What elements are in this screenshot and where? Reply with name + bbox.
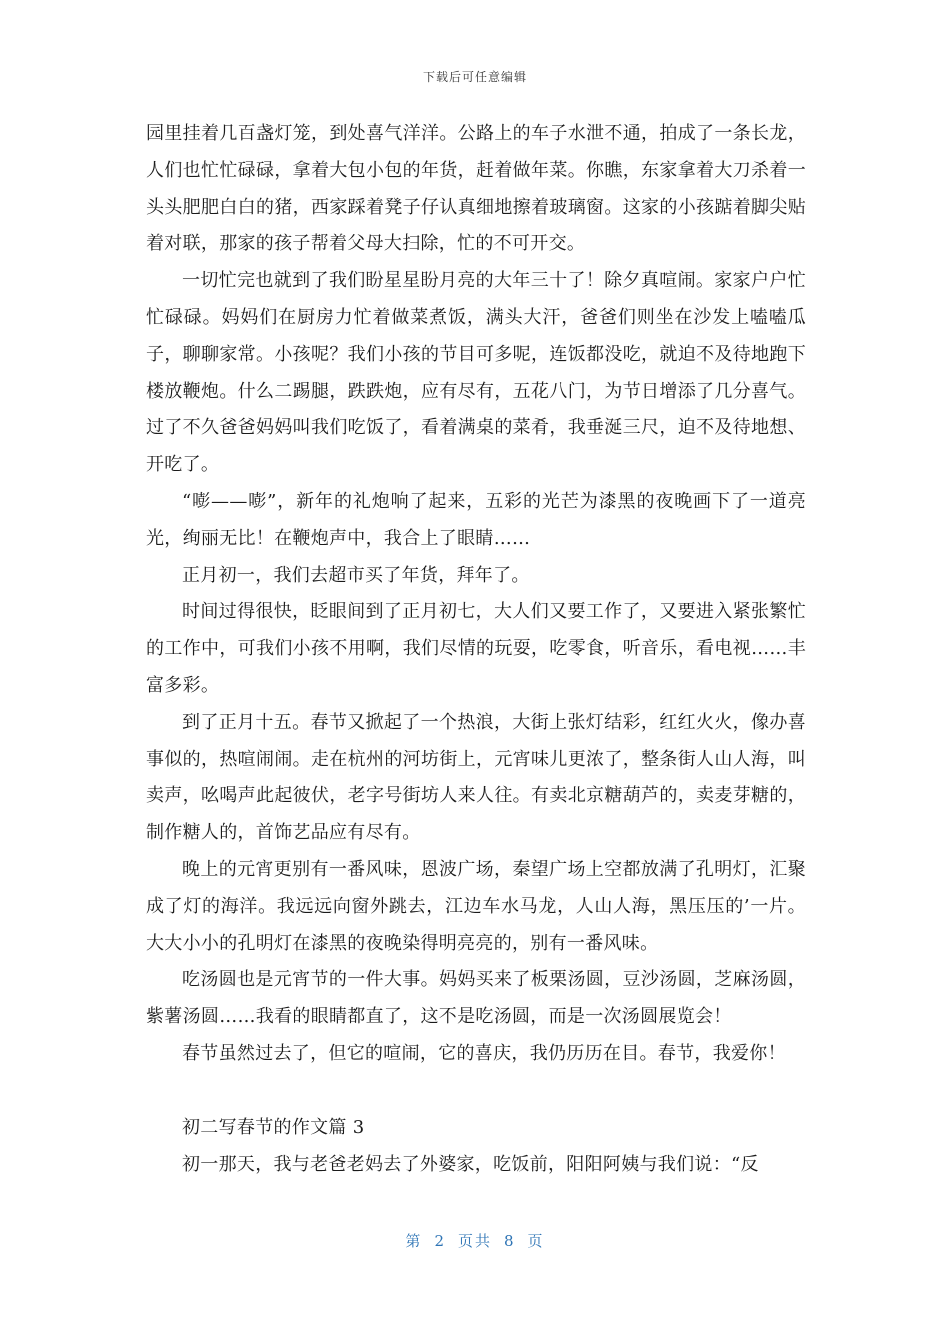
footer-total-pages: 8 [504,1232,516,1250]
page-footer [0,1230,950,1251]
footer-current-page: 2 [434,1232,446,1250]
paragraph-6: 到了正月十五。春节又掀起了一个热浪，大街上张灯结彩，红红火火，像办喜事似的，热喧闹闹。走在杭州的河坊街上，元宵味儿更浓了，整条街人山人海，叫卖声，吆喝声此起彼伏，老字号街坊人来人往。有卖北京糖葫芦的，卖麦芽糖的，制作糖人的，首饰艺品应有尽有。 [146,711,806,844]
paragraph-8: 吃汤圆也是元宵节的一件大事。妈妈买来了板栗汤圆，豆沙汤圆，芝麻汤圆，紫薯汤圆……我看的眼睛都直了，这不是吃汤圆，而是一次汤圆展览会！ [146,969,806,1028]
paragraph-1: 园里挂着几百盏灯笼，到处喜气洋洋。公路上的车子水泄不通，拍成了一条长龙，人们也忙忙碌碌，拿着大包小包的年货，赶着做年菜。你瞧，东家拿着大刀杀着一头头肥肥白白的猪，西家踩着凳子仔认真细地擦着玻璃窗。这家的小孩踮着脚尖贴着对联，那家的孩子帮着父母大扫除，忙的不可开交。 [146,123,806,255]
section-title: 初二写春节的作文篇 3 [182,1116,365,1138]
document-body [146,116,806,1183]
footer-suffix: 页 [527,1232,545,1250]
paragraph-4: 正月初一，我们去超市买了年货，拜年了。 [182,564,530,586]
section-spacer [146,1073,806,1110]
footer-middle: 页共 [457,1232,492,1250]
paragraph-3: “嘭——嘭”，新年的礼炮响了起来，五彩的光芒为漆黑的夜晚画下了一道亮光，绚丽无比！在鞭炮声中，我合上了眼睛…… [146,490,806,549]
paragraph-5: 时间过得很快，眨眼间到了正月初七，大人们又要工作了，又要进入紧张繁忙的工作中，可我们小孩不用啊，我们尽情的玩耍，吃零食，听音乐，看电视……丰富多彩。 [146,601,806,696]
footer-prefix: 第 [405,1232,423,1250]
paragraph-2: 一切忙完也就到了我们盼星星盼月亮的大年三十了！除夕真喧闹。家家户户忙忙碌碌。妈妈们在厨房力忙着做菜煮饭，满头大汗，爸爸们则坐在沙发上嗑嗑瓜子，聊聊家常。小孩呢？我们小孩的节目可多呢，连饭都没吃，就迫不及待地跑下楼放鞭炮。什么二踢腿，跌跌炮，应有尽有，五花八门，为节日增添了几分喜气。过了不久爸爸妈妈叫我们吃饭了，看着满桌的菜肴，我垂涎三尺，迫不及待地想、开吃了。 [146,270,806,476]
paragraph-7: 晚上的元宵更别有一番风味，恩波广场，秦望广场上空都放满了孔明灯，汇聚成了灯的海洋。我远远向窗外跳去，江边车水马龙，人山人海，黑压压的’一片。大大小小的孔明灯在漆黑的夜晚染得明亮亮的，别有一番风味。 [146,858,806,954]
page-header: 下载后可任意编辑 [422,70,527,84]
paragraph-9: 春节虽然过去了，但它的喧闹，它的喜庆，我仍历历在目。春节，我爱你！ [182,1042,786,1064]
paragraph-10: 初一那天，我与老爸老妈去了外婆家，吃饭前，阳阳阿姨与我们说：“反 [182,1153,759,1175]
